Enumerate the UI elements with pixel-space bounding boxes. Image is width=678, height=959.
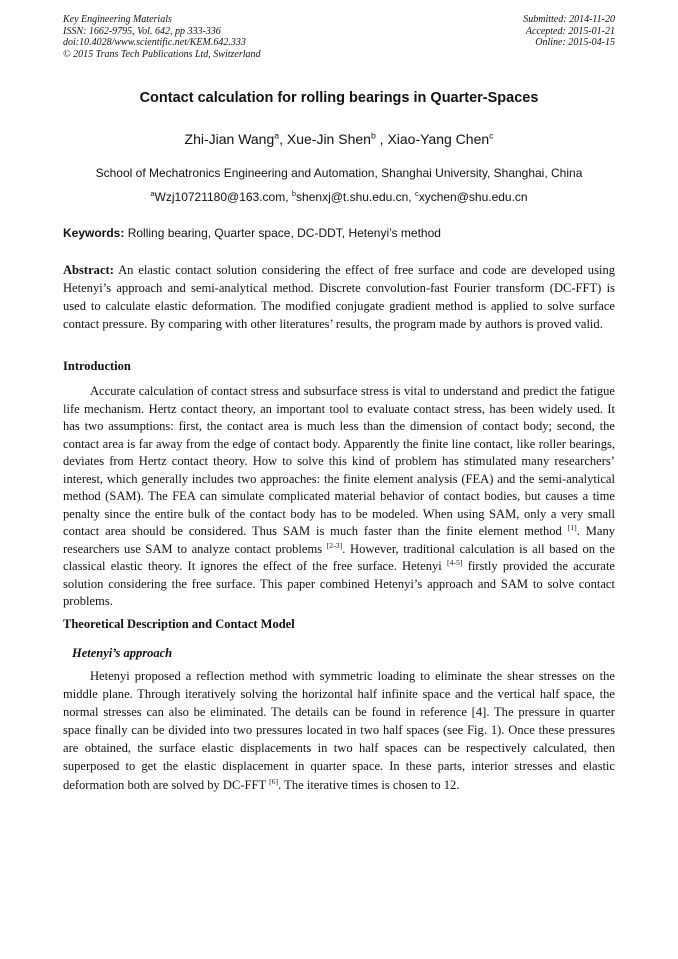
author-separator: , — [279, 131, 287, 147]
online-date: Online: 2015-04-15 — [535, 37, 615, 48]
email-mark: a — [150, 189, 155, 198]
journal-meta — [63, 14, 261, 60]
journal-name: Key Engineering Materials — [63, 14, 172, 25]
email-separator: , — [408, 190, 415, 204]
email-list — [0, 190, 678, 204]
abstract-text: An elastic contact solution considering the effect of free surface and code are developed using Hetenyi’s approach and semi-analytical method. Discrete convolution-fast Fourier transform (DC-FFT) is used to calculate elastic deformation. The modified conjugate gradient method is applied to solve surface contact pressure. By comparing with other literatures’ results, the program made by authors is proved valid. — [63, 263, 615, 332]
author-affil-mark: c — [489, 130, 494, 141]
email-separator: , — [285, 190, 292, 204]
subsection-heading: Hetenyi’s approach — [72, 646, 173, 660]
email-mark: c — [414, 189, 419, 198]
issn-line: ISSN: 1662-9795, Vol. 642, pp 333-336 — [63, 25, 221, 37]
author-affil-mark: a — [274, 130, 280, 141]
hetenyi-body — [63, 667, 615, 794]
paragraph-text: . However, traditional calculation is all based on the classical elastic theory. It ignores the effect of the free surface. Hetenyi — [63, 541, 615, 573]
email-mark: b — [291, 189, 297, 198]
author-separator: , — [375, 131, 388, 147]
citation: [6] — [269, 776, 279, 786]
email-address: xychen@shu.edu.cn — [418, 190, 528, 204]
accepted-date: Accepted: 2015-01-21 — [525, 25, 615, 37]
introduction-body — [63, 383, 615, 611]
paragraph-text: Accurate calculation of contact stress and subsurface stress is vital to understand and predict the fatigue life mechanism. Hertz contact theory, an important tool to evaluate contact stress, has been widely used. It has two assumptions: first, the contact area is much less than the dimension of contact body; second, the contact area is far away from the edge of contact body. Apparently the finite line contact, like roller bearings, deviates from Hertz contact theory. How to solve this kind of problem has stimulated many researchers’ interest, which generally includes two approaches: the finite element analysis (FEA) and the semi-analytical method (SAM). The FEA can simulate complicated material behavior of contact bodies, but causes a time penalty since the entire bulk of the contact body has to be modeled. When using SAM, only a very small contact area should be considered. Thus SAM is much faster than the finite element method — [63, 384, 615, 538]
keywords-label: Keywords: — [63, 226, 125, 240]
author-list — [0, 131, 678, 147]
affiliation: School of Mechatronics Engineering and Automation, Shanghai University, Shanghai, China — [95, 166, 583, 180]
email-address: shenxj@t.shu.edu.cn — [296, 190, 409, 204]
doi-line: doi:10.4028/www.scientific.net/KEM.642.333 — [63, 37, 246, 48]
submitted-date: Submitted: 2014-11-20 — [523, 14, 615, 25]
citation: [4-5] — [446, 557, 463, 567]
abstract — [63, 261, 615, 333]
copyright-line: © 2015 Trans Tech Publications Ltd, Switzerland — [63, 48, 261, 60]
keywords-text: Rolling bearing, Quarter space, DC-DDT, Hetenyi’s method — [124, 226, 441, 240]
section-heading: Theoretical Description and Contact Model — [63, 617, 295, 631]
paragraph-text: Hetenyi proposed a reflection method with symmetric loading to eliminate the shear stresses on the middle plane. Through iteratively solving the horizontal half infinite space and the vertical half space, the normal stresses can also be eliminated. The details can be found in reference [4]. The pressure in quarter space finally can be divided into two pressures located in two half spaces (see Fig. 1). Once these pressures are obtained, the surface elastic displacements in two half spaces can be respectively calculated, then superposed to get the elastic displacement in quarter space. In these parts, interior stresses and elastic deformation both are solved by DC-FFT — [63, 669, 615, 792]
author-name: Xiao-Yang Chen — [387, 131, 490, 147]
citation: [1] — [567, 522, 577, 532]
keywords — [63, 226, 615, 240]
paragraph-text: . Many researchers use SAM to analyze contact problems — [63, 524, 615, 556]
dates-meta — [523, 14, 615, 49]
paper-title: Contact calculation for rolling bearings in Quarter-Spaces — [139, 90, 539, 106]
paragraph-text: firstly provided the accurate solution considering the free surface. This paper combined Hetenyi’s approach and SAM to solve contact problems. — [63, 559, 615, 608]
paragraph-text: . The iterative times is chosen to 12. — [278, 777, 460, 792]
citation: [2-3] — [326, 540, 343, 550]
introduction-heading: Introduction — [63, 359, 131, 373]
author-affil-mark: b — [370, 130, 376, 141]
abstract-label: Abstract: — [63, 263, 114, 277]
email-address: Wzj10721180@163.com — [154, 190, 286, 204]
author-name: Xue-Jin Shen — [286, 131, 371, 147]
author-name: Zhi-Jian Wang — [184, 131, 275, 147]
